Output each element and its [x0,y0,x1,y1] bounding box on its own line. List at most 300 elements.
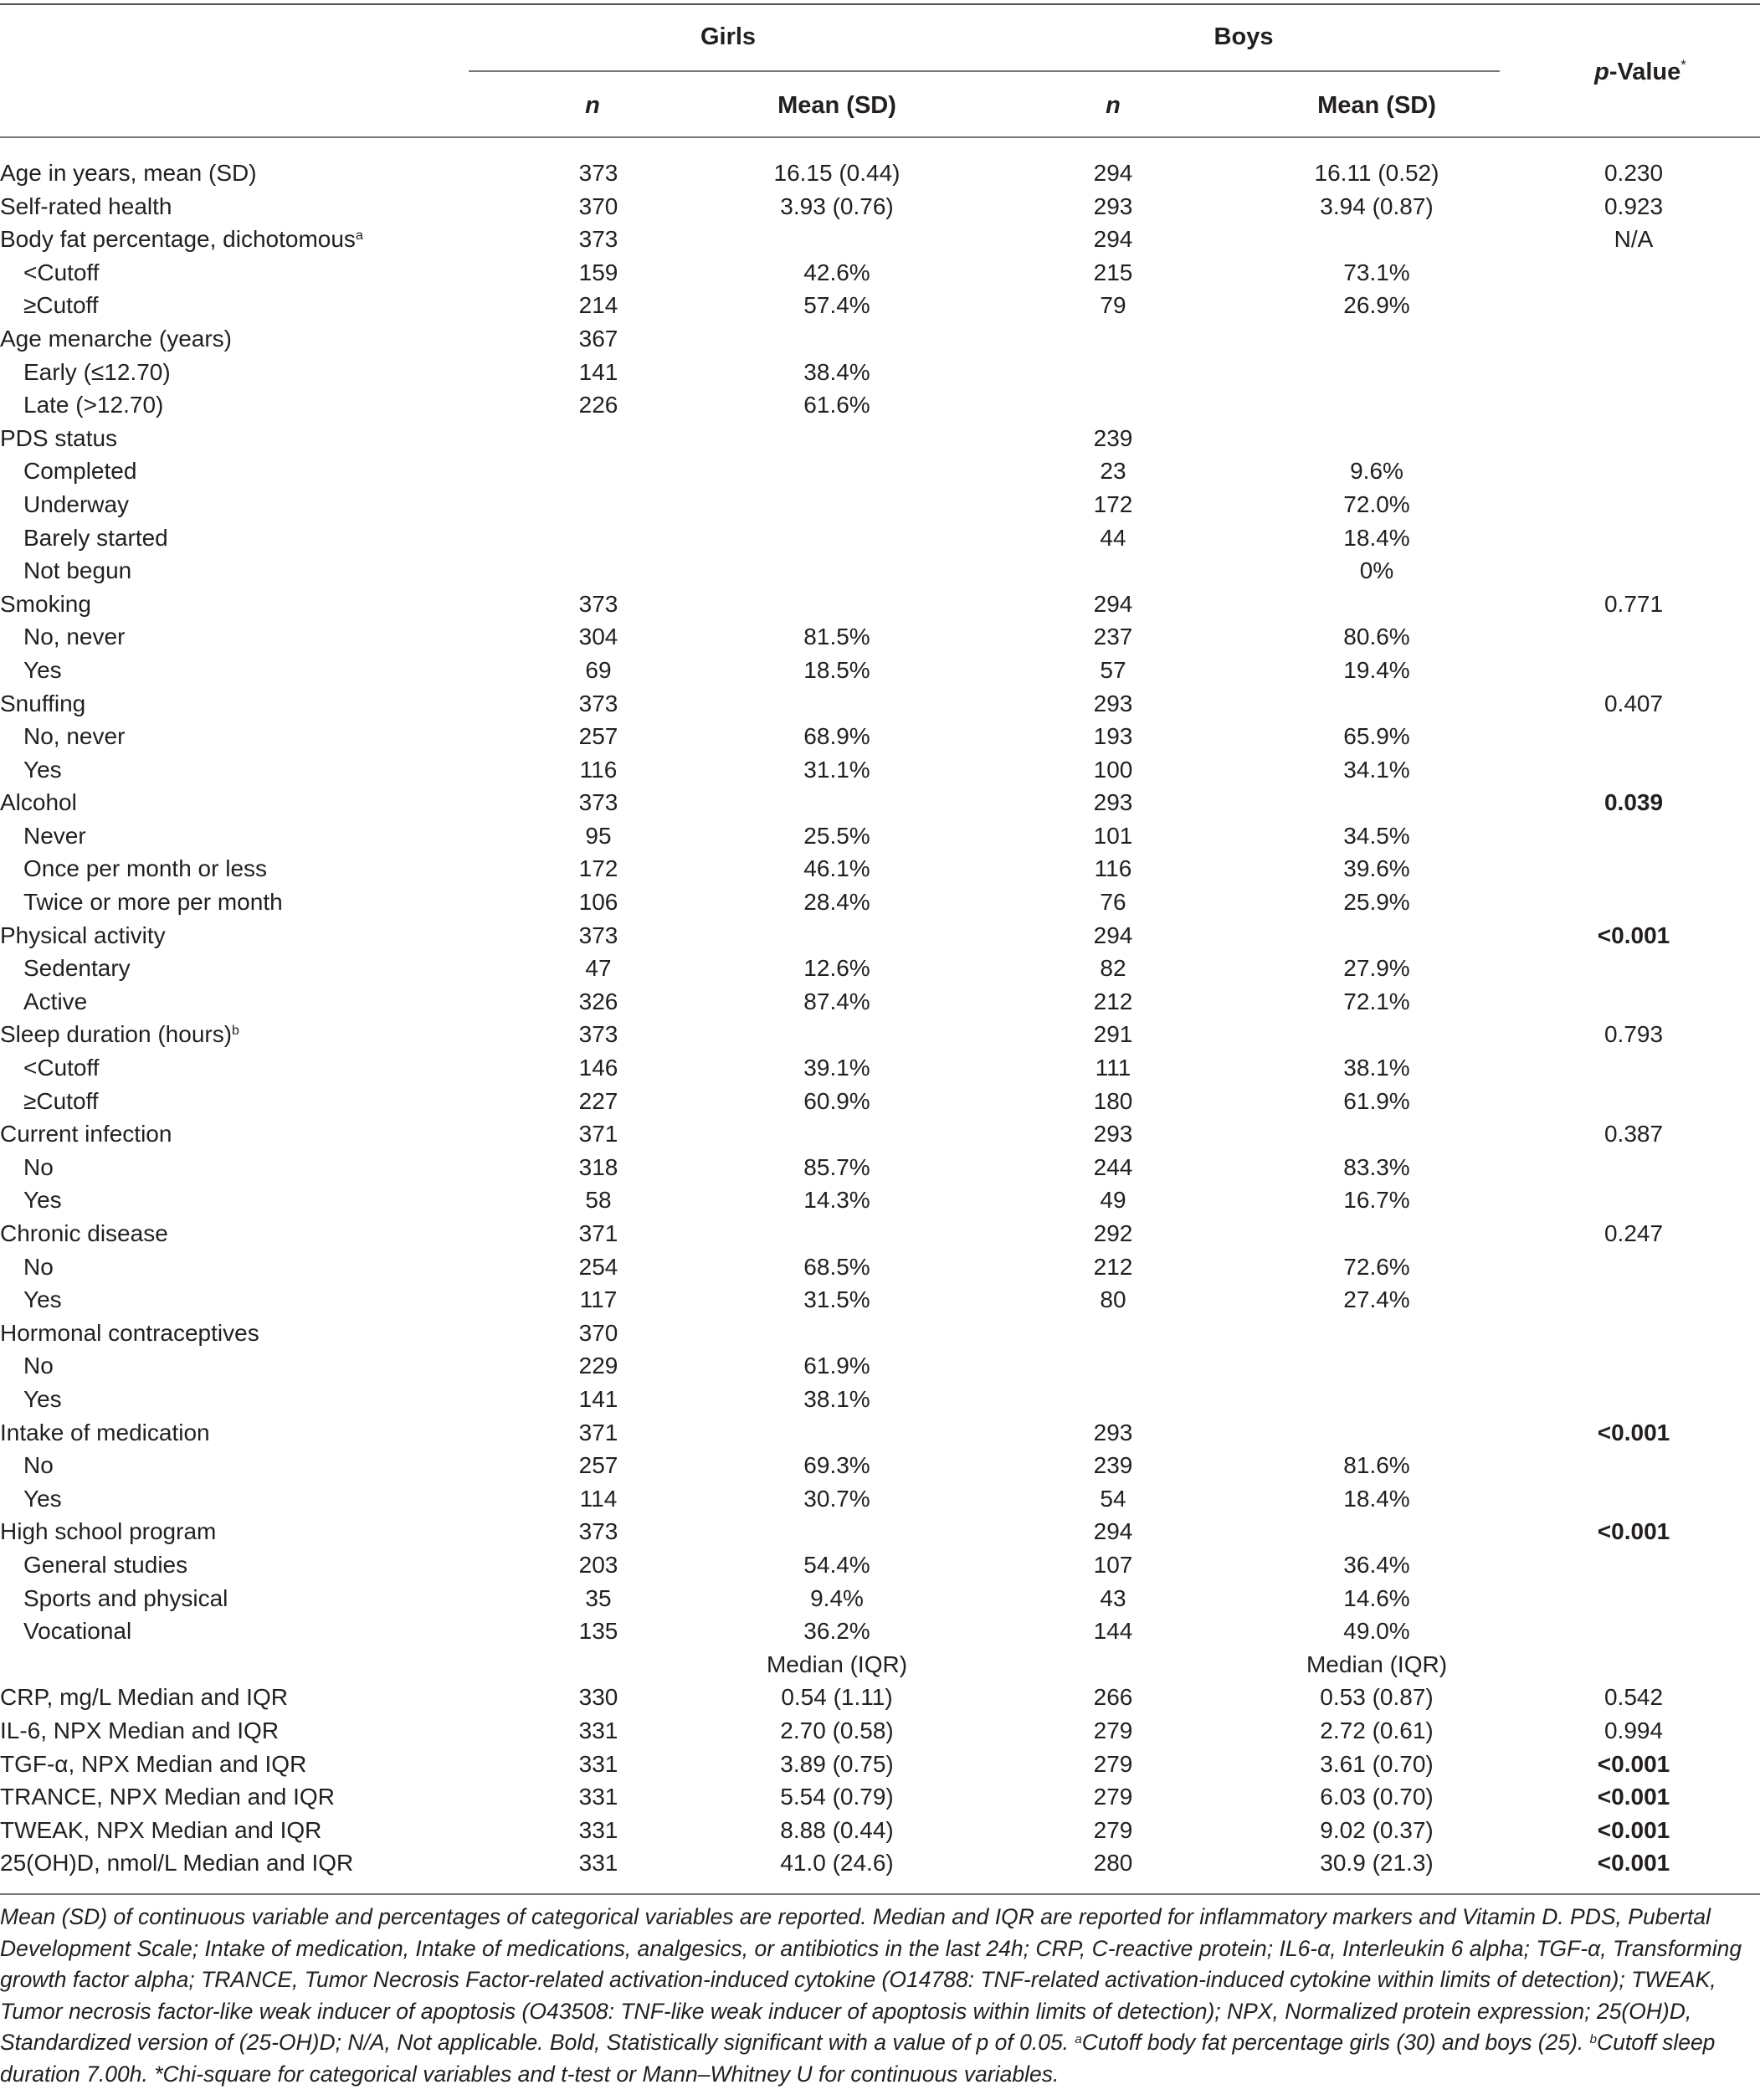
girls-mean-cell: 46.1% [803,855,870,882]
p-value-cell: <0.001 [1597,1784,1670,1810]
row-label-text: Intake of medication [0,1419,210,1445]
girls-mean-cell: 38.1% [803,1385,870,1412]
row-label [23,1582,228,1615]
boys-mean-cell: 14.6% [1343,1584,1410,1611]
p-value-cell: 0.039 [1603,789,1664,816]
row-label [23,1449,54,1482]
row-label-text: Alcohol [0,789,77,816]
n-letter: n [1106,92,1121,119]
girls-n-cell: 367 [578,325,618,352]
n-letter: n [585,92,600,119]
header-boys-mean: Mean (SD) [1317,92,1436,119]
row-label-text: Early (≤12.70) [23,358,171,385]
table-row [0,1250,1760,1284]
girls-n-cell: 373 [578,1021,618,1048]
boys-mean-cell: 72.0% [1343,490,1410,517]
girls-n-cell: 229 [578,1353,618,1379]
table-row [0,1846,1760,1880]
p-letter: p [1594,59,1609,85]
girls-n-cell: 331 [578,1850,618,1877]
row-label-text: Sports and physical [23,1584,228,1611]
girls-n-cell: 227 [578,1087,618,1114]
boys-n-cell: 144 [1093,1618,1133,1645]
boys-n-cell: 116 [1094,855,1132,882]
girls-mean-cell: 30.7% [803,1485,870,1512]
row-label [23,1250,54,1284]
girls-n-cell: 373 [578,922,618,948]
table-row [0,1780,1760,1814]
girls-mean-cell: 3.93 (0.76) [780,193,894,219]
row-label-text: General studies [23,1551,188,1578]
bottom-rule [0,1893,1760,1895]
row-label-text: Smoking [0,590,91,617]
row-label [23,952,131,985]
boys-n-cell: 180 [1093,1087,1133,1114]
boys-n-cell: 279 [1093,1816,1133,1843]
p-value-cell: 0.923 [1603,193,1664,219]
row-label [0,786,77,819]
row-label [0,1117,172,1151]
row-label [23,454,136,488]
header-boys: Boys [1214,23,1274,50]
table-row [0,190,1760,223]
table-row [0,952,1760,985]
boys-n-cell: 239 [1093,424,1133,451]
boys-n-cell: 291 [1093,1021,1133,1048]
row-label [0,1317,259,1350]
boys-n-cell: 266 [1093,1684,1133,1711]
row-label-text: <Cutoff [23,259,100,285]
boys-mean-cell: 73.1% [1343,259,1410,285]
boys-n-cell: 237 [1093,624,1133,650]
girls-mean-cell: 60.9% [803,1087,870,1114]
row-label-text: TGF-α, NPX Median and IQR [0,1750,307,1777]
table-row [0,1449,1760,1482]
header-pvalue [1594,59,1686,86]
table-body [0,157,1760,1880]
boys-mean-cell: 0.53 (0.87) [1320,1684,1434,1711]
row-label-text: 25(OH)D, nmol/L Median and IQR [0,1850,354,1877]
table-row [0,1482,1760,1516]
table-row [0,852,1760,886]
girls-n-cell: 370 [578,193,618,219]
girls-n-cell: 226 [578,392,618,418]
girls-mean-cell: 9.4% [810,1584,864,1611]
top-rule [0,3,1760,5]
row-label-text: Snuffing [0,690,86,716]
row-label-text: No [23,1452,54,1479]
girls-mean-cell: 68.5% [803,1253,870,1280]
girls-n-cell: 373 [578,590,618,617]
girls-n-cell: 373 [578,160,618,186]
table-row [0,819,1760,853]
boys-mean-cell: 49.0% [1343,1618,1410,1645]
boys-mean-cell: 30.9 (21.3) [1320,1850,1434,1877]
table-footnote [0,1902,1749,2090]
boys-n-cell: 293 [1093,789,1133,816]
girls-n-cell: 331 [578,1750,618,1777]
girls-n-cell: 214 [578,292,618,319]
row-label-text: TWEAK, NPX Median and IQR [0,1816,322,1843]
row-label-text: Current infection [0,1121,172,1148]
girls-mean-cell: 61.9% [803,1353,870,1379]
table-row [0,886,1760,919]
row-label [0,919,166,952]
table-row [0,1317,1760,1350]
boys-n-cell: 280 [1093,1850,1133,1877]
girls-mean-cell: 36.2% [803,1618,870,1645]
row-label [23,521,168,555]
p-value-mark: * [1680,57,1686,73]
row-label [23,1283,62,1317]
girls-mean-cell: 81.5% [803,624,870,650]
boys-n-cell: 111 [1095,1055,1131,1081]
boys-mean-cell: 0% [1359,557,1394,584]
row-label-text: Yes [23,1385,62,1412]
table-row [0,1283,1760,1317]
boys-mean-cell: 83.3% [1343,1153,1410,1180]
footnote-b-text: Cutoff sleep duration 7.00h. [0,2030,1716,2087]
girls-mean-cell: 28.4% [803,889,870,916]
girls-mean-cell: 5.54 (0.79) [780,1784,894,1810]
boys-mean-cell: 2.72 (0.61) [1320,1717,1434,1743]
row-label [23,1085,99,1118]
footnote-marker: b [232,1024,239,1039]
row-label [23,654,62,687]
footnote-main: Mean (SD) of continuous variable and percentages of categorical variables are reported. Median and IQR are reported for inflammatory markers and Vitamin D. PDS, Pubertal Development Scale; Intake of medication, Intake of medications, analgesics, or antibiotics in the last 24h; CRP, C-reactive protein; IL6-α, Interleukin 6 alpha; TGF-α, Transforming growth factor alpha; TRANCE, Tumor Necrosis Factor-related activation-induced cytokine (O14788: TNF-related activation-induced cytokine within limits of detection); TWEAK, Tumor necrosis factor-like weak inducer of apoptosis (O43508: TNF-like weak inducer of apoptosis within limits of detection); NPX, Normalized protein expression; 25(OH)D, Standardized version of (25-OH)D; N/A, Not applicable. Bold, Statistically significant with a value of p of 0.05. [0,1904,1742,2055]
boys-mean-cell: 36.4% [1343,1551,1410,1578]
table-row [0,786,1760,819]
table-row [0,554,1760,588]
row-label [23,256,100,290]
row-label-text: Yes [23,656,62,683]
table-row [0,1018,1760,1051]
row-label [0,223,363,256]
girls-n-cell: 172 [578,855,618,882]
row-label-text: TRANCE, NPX Median and IQR [0,1784,335,1810]
girls-n-cell: 159 [578,259,618,285]
row-label-text: Twice or more per month [23,889,283,916]
table-row [0,720,1760,753]
girls-n-cell: 257 [578,1452,618,1479]
girls-n-cell: 254 [578,1253,618,1280]
p-value-cell: <0.001 [1597,1850,1670,1877]
row-label [0,588,91,621]
footnote-b-mark: b [1589,2032,1597,2046]
girls-n-cell: 58 [585,1187,612,1214]
boys-n-cell: 279 [1093,1750,1133,1777]
footnote-a-text: Cutoff body fat percentage girls (30) and boys (25). [1081,2030,1590,2055]
girls-n-cell: 257 [578,723,618,750]
table-row [0,454,1760,488]
row-label [23,1383,62,1416]
row-label [23,488,129,521]
girls-mean-cell: 31.1% [803,756,870,783]
footnote-a-mark: a [1075,2032,1082,2046]
boys-mean-cell: 34.1% [1343,756,1410,783]
table-row [0,919,1760,952]
p-value-cell: 0.771 [1603,590,1664,617]
boys-n-cell: 49 [1100,1187,1126,1214]
row-label-text: No [23,1153,54,1180]
row-label [0,1515,216,1548]
boys-mean-cell: 27.9% [1343,955,1410,982]
table-row [0,521,1760,555]
table-row [0,1814,1760,1847]
row-label [0,1217,168,1250]
boys-n-cell: 76 [1100,889,1126,916]
header-girls-n [585,92,600,120]
boys-n-cell: 44 [1100,524,1126,551]
girls-mean-cell: 61.6% [803,392,870,418]
row-label [0,1714,279,1748]
header-girls: Girls [700,23,757,50]
p-value-cell: <0.001 [1597,1816,1670,1843]
girls-n-cell: 95 [585,822,612,849]
table-row [0,289,1760,322]
row-label [23,1482,62,1516]
girls-n-cell: 318 [578,1153,618,1180]
girls-n-cell: 371 [578,1121,618,1148]
table-row [0,1648,1760,1682]
p-value-rest: -Value [1609,59,1681,85]
girls-mean-cell: 8.88 (0.44) [780,1816,894,1843]
table-row [0,488,1760,521]
row-label [23,1151,54,1184]
table-row [0,753,1760,787]
row-label [23,753,62,787]
girls-n-cell: 330 [578,1684,618,1711]
boys-n-cell: 279 [1093,1784,1133,1810]
boys-n-cell: 293 [1093,690,1133,716]
girls-n-cell: 371 [578,1419,618,1445]
row-label-text: ≥Cutoff [23,292,99,319]
row-label [0,1748,306,1781]
boys-n-cell: 57 [1100,656,1126,683]
row-label-text: No [23,1353,54,1379]
table-row [0,1681,1760,1714]
table-row [0,1085,1760,1118]
p-value-cell: <0.001 [1597,1518,1670,1545]
table-row [0,985,1760,1019]
table-row [0,588,1760,621]
boys-mean-cell: Median (IQR) [1306,1651,1448,1677]
row-label-text: Barely started [23,524,168,551]
girls-mean-cell: 12.6% [803,955,870,982]
boys-mean-cell: 72.1% [1343,988,1410,1014]
table-row [0,1349,1760,1383]
row-label-text: IL-6, NPX Median and IQR [0,1717,280,1743]
girls-mean-cell: 0.54 (1.11) [781,1684,893,1711]
girls-n-cell: 116 [579,756,618,783]
boys-n-cell: 193 [1093,723,1133,750]
p-value-cell: <0.001 [1597,1419,1670,1445]
boys-n-cell: 54 [1100,1485,1126,1512]
girls-n-cell: 203 [578,1551,618,1578]
boys-n-cell: 294 [1093,226,1133,253]
group-underline [469,70,1500,72]
boys-n-cell: 107 [1093,1551,1133,1578]
girls-n-cell: 135 [578,1618,618,1645]
row-label [23,620,125,654]
boys-mean-cell: 65.9% [1343,723,1410,750]
boys-n-cell: 239 [1093,1452,1133,1479]
row-label [23,1183,62,1217]
boys-n-cell: 100 [1093,756,1133,783]
table-row [0,1183,1760,1217]
p-value-cell: 0.230 [1603,160,1664,186]
girls-mean-cell: 16.15 (0.44) [773,160,901,186]
boys-mean-cell: 61.9% [1343,1087,1410,1114]
row-label [0,1846,353,1880]
girls-n-cell: 146 [578,1055,618,1081]
girls-n-cell: 69 [585,656,612,683]
boys-n-cell: 23 [1100,458,1126,485]
girls-mean-cell: 68.9% [803,723,870,750]
p-value-cell: <0.001 [1597,1750,1670,1777]
girls-mean-cell: 85.7% [803,1153,870,1180]
table-row [0,1217,1760,1250]
girls-n-cell: 141 [578,1385,618,1412]
row-label-text: Chronic disease [0,1220,168,1246]
boys-mean-cell: 80.6% [1343,624,1410,650]
row-label-text: Never [23,822,86,849]
girls-n-cell: 371 [578,1220,618,1246]
girls-n-cell: 373 [578,1518,618,1545]
girls-n-cell: 373 [578,690,618,716]
boys-mean-cell: 6.03 (0.70) [1320,1784,1434,1810]
girls-mean-cell: 39.1% [803,1055,870,1081]
table-row [0,322,1760,356]
boys-n-cell: 294 [1093,1518,1133,1545]
row-label-text: Late (>12.70) [23,392,164,418]
row-label-text: Not begun [23,557,132,584]
p-value-cell: 0.994 [1603,1717,1664,1743]
row-label [23,1548,187,1582]
girls-n-cell: 326 [578,988,618,1014]
row-label [0,322,232,356]
girls-mean-cell: 54.4% [803,1551,870,1578]
girls-n-cell: 141 [578,358,618,385]
row-label-text: High school program [0,1518,217,1545]
table-row [0,1748,1760,1781]
girls-n-cell: 106 [578,889,618,916]
p-value-cell: 0.387 [1603,1121,1664,1148]
table-row [0,422,1760,455]
row-label-text: Underway [23,490,130,517]
row-label-text: Yes [23,1187,62,1214]
girls-mean-cell: 69.3% [803,1452,870,1479]
girls-n-cell: 373 [578,226,618,253]
row-label [0,1681,288,1714]
row-label [0,190,172,223]
row-label-text: <Cutoff [23,1055,100,1081]
p-value-cell: <0.001 [1597,922,1670,948]
girls-mean-cell: 2.70 (0.58) [780,1717,894,1743]
table-row [0,620,1760,654]
row-label [0,687,85,721]
row-label-text: Vocational [23,1618,132,1645]
table-row [0,1548,1760,1582]
girls-n-cell: 114 [579,1485,618,1512]
row-label-text: Physical activity [0,922,166,948]
boys-mean-cell: 72.6% [1343,1253,1410,1280]
boys-n-cell: 294 [1093,590,1133,617]
row-label [23,886,283,919]
girls-mean-cell: 87.4% [803,988,870,1014]
boys-n-cell: 294 [1093,160,1133,186]
girls-mean-cell: 3.89 (0.75) [780,1750,894,1777]
row-label [0,1416,210,1450]
table-row [0,1051,1760,1085]
boys-mean-cell: 34.5% [1343,822,1410,849]
row-label [23,554,131,588]
boys-mean-cell: 25.9% [1343,889,1410,916]
row-label [0,422,117,455]
row-label-text: PDS status [0,424,118,451]
girls-mean-cell: Median (IQR) [766,1651,908,1677]
girls-n-cell: 331 [578,1717,618,1743]
boys-n-cell: 279 [1093,1717,1133,1743]
p-value-cell: N/A [1614,226,1654,253]
table-row [0,1515,1760,1548]
table-row [0,1615,1760,1648]
girls-n-cell: 331 [578,1784,618,1810]
row-label-text: Age menarche (years) [0,325,233,352]
row-label-text: Once per month or less [23,855,268,882]
row-label-text: Hormonal contraceptives [0,1319,259,1346]
table-row [0,1383,1760,1416]
row-label-text: Sedentary [23,955,131,982]
boys-mean-cell: 19.4% [1343,656,1410,683]
row-label [23,388,163,422]
girls-mean-cell: 18.5% [803,656,870,683]
boys-mean-cell: 27.4% [1343,1286,1410,1313]
footnote-marker: a [355,228,363,244]
girls-mean-cell: 25.5% [803,822,870,849]
row-label-text: Sleep duration (hours) [0,1021,233,1048]
boys-mean-cell: 38.1% [1343,1055,1410,1081]
girls-n-cell: 370 [578,1319,618,1346]
boys-mean-cell: 81.6% [1343,1452,1410,1479]
girls-mean-cell: 42.6% [803,259,870,285]
row-label [23,852,267,886]
row-label-text: Yes [23,756,62,783]
table-row [0,687,1760,721]
row-label [23,1349,54,1383]
boys-n-cell: 244 [1093,1153,1133,1180]
header-girls-mean: Mean (SD) [777,92,896,119]
boys-mean-cell: 18.4% [1343,1485,1410,1512]
boys-n-cell: 215 [1093,259,1133,285]
table-row [0,356,1760,389]
table-row [0,157,1760,190]
row-label-text: Body fat percentage, dichotomous [0,226,356,253]
boys-mean-cell: 9.02 (0.37) [1320,1816,1434,1843]
boys-mean-cell: 18.4% [1343,524,1410,551]
row-label [0,157,257,190]
p-value-cell: 0.542 [1603,1684,1664,1711]
girls-n-cell: 331 [578,1816,618,1843]
header-rule [0,136,1760,138]
p-value-cell: 0.793 [1603,1021,1664,1048]
row-label-text: ≥Cutoff [23,1087,99,1114]
row-label-text: Self-rated health [0,193,172,219]
row-label [23,819,86,853]
row-label [0,1814,321,1847]
girls-n-cell: 35 [585,1584,612,1611]
table-row [0,256,1760,290]
